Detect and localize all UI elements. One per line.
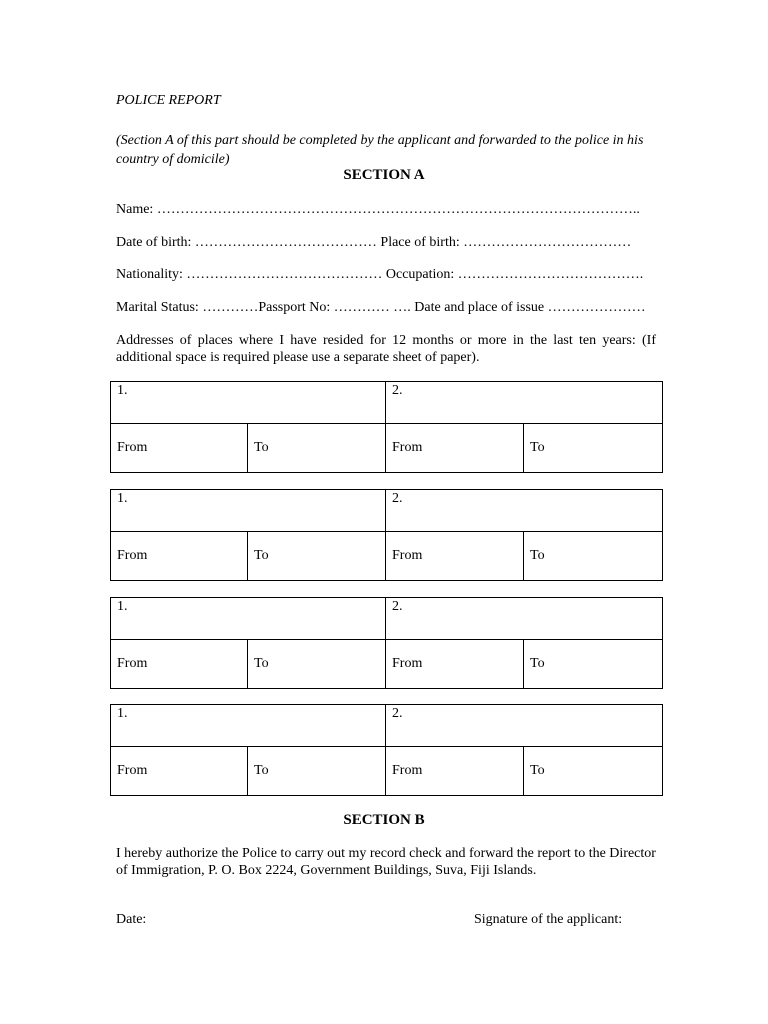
to-cell[interactable]: To: [248, 424, 386, 473]
from-cell[interactable]: From: [111, 424, 248, 473]
birth-field: Date of birth: ………………………………… Place of birth: ………………………………: [116, 235, 632, 250]
address-cell-1[interactable]: 1.: [111, 490, 386, 532]
address-cell-1[interactable]: 1.: [111, 382, 386, 424]
address-cell-2[interactable]: 2.: [386, 598, 663, 640]
to-cell[interactable]: To: [248, 532, 386, 581]
to-cell[interactable]: To: [248, 747, 386, 796]
from-cell[interactable]: From: [386, 424, 524, 473]
signature-label: Signature of the applicant:: [474, 912, 623, 927]
address-cell-1[interactable]: 1.: [111, 705, 386, 747]
from-cell[interactable]: From: [111, 532, 248, 581]
address-cell-2[interactable]: 2.: [386, 382, 663, 424]
to-cell[interactable]: To: [524, 424, 663, 473]
address-cell-2[interactable]: 2.: [386, 490, 663, 532]
from-cell[interactable]: From: [111, 747, 248, 796]
to-cell[interactable]: To: [248, 640, 386, 689]
address-table: [110, 597, 663, 689]
addresses-instructions: Addresses of places where I have resided for 12 months or more in the last ten years: (If additional space is required please use a separate sheet of paper).: [116, 333, 656, 365]
section-b-heading: SECTION B: [343, 812, 425, 828]
address-table: [110, 489, 663, 581]
address-table: [110, 704, 663, 796]
address-cell-1[interactable]: 1.: [111, 598, 386, 640]
form-title: POLICE REPORT: [116, 93, 221, 108]
to-cell[interactable]: To: [524, 532, 663, 581]
nationality-occupation-field: Nationality: …………………………………… Occupation: ………………………………….: [116, 267, 644, 282]
to-cell[interactable]: To: [524, 747, 663, 796]
date-label: Date:: [116, 912, 147, 927]
section-a-heading: SECTION A: [343, 167, 425, 183]
address-table: [110, 381, 663, 473]
from-cell[interactable]: From: [111, 640, 248, 689]
to-cell[interactable]: To: [524, 640, 663, 689]
from-cell[interactable]: From: [386, 532, 524, 581]
marital-passport-field: Marital Status: …………Passport No: ………… …. Date and place of issue …………………: [116, 300, 646, 315]
form-instruction-note: (Section A of this part should be completed by the applicant and forwarded to the police in his country of domicile): [116, 133, 644, 167]
from-cell[interactable]: From: [386, 640, 524, 689]
from-cell[interactable]: From: [386, 747, 524, 796]
address-cell-2[interactable]: 2.: [386, 705, 663, 747]
name-field: Name: …………………………………………………………………………………………..: [116, 202, 640, 217]
authorization-text: I hereby authorize the Police to carry out my record check and forward the report to the Director of Immigration, P. O. Box 2224, Government Buildings, Suva, Fiji Islands.: [116, 846, 656, 878]
